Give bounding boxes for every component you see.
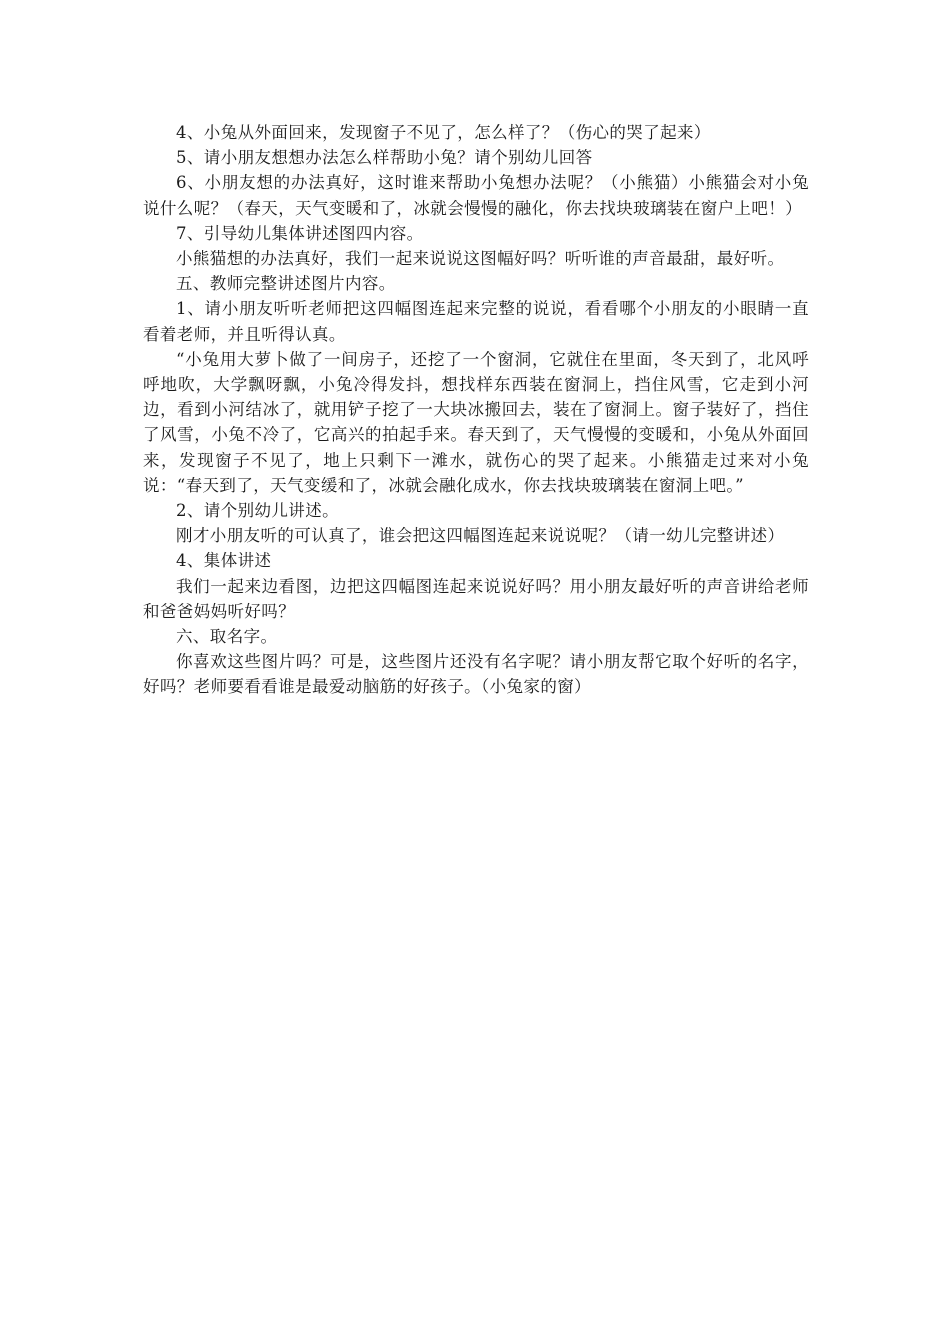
document-body: [143, 120, 809, 700]
section-heading-6: 六、取名字。: [176, 627, 278, 647]
paragraph-group-instructions: 我们一起来边看图，边把这四幅图连起来说说好吗？用小朋友最好听的声音讲给老师和爸爸妈妈听好吗？: [143, 576, 809, 621]
paragraph-story: “小兔用大萝卜做了一间房子，还挖了一个窗洞，它就住在里面，冬天到了，北风呼呼地吹，大学飘呀飘，小兔冷得发抖，想找样东西装在窗洞上，挡住风雪，它走到小河边，看到小河结冰了，就用铲子挖了一大块冰搬回去，装在了窗洞上。窗子装好了，挡住了风雪，小兔不冷了，它高兴的拍起手来。春天到了，天气慢慢的变暖和，小兔从外面回来，发现窗子不见了，地上只剩下一滩水，就伤心的哭了起来。小熊猫走过来对小兔说：“春天到了，天气变缓和了，冰就会融化成水，你去找块玻璃装在窗洞上吧。”: [143, 349, 809, 495]
paragraph-who-retells: 刚才小朋友听的可认真了，谁会把这四幅图连起来说说呢？（请一幼儿完整讲述）: [176, 526, 785, 546]
paragraph-group-retell: 4、集体讲述: [176, 551, 272, 571]
paragraph-step-5: 5、请小朋友想想办法怎么样帮助小兔？请个别幼儿回答: [176, 148, 593, 168]
paragraph-panda-idea: 小熊猫想的办法真好，我们一起来说说这图幅好吗？听听谁的声音最甜，最好听。: [176, 249, 785, 269]
paragraph-step-7: 7、引导幼儿集体讲述图四内容。: [176, 223, 424, 243]
paragraph-step-6: 6、小朋友想的办法真好，这时谁来帮助小兔想办法呢？（小熊猫）小熊猫会对小兔说什么呢？（春天，天气变暖和了，冰就会慢慢的融化，你去找块玻璃装在窗户上吧！）: [143, 173, 809, 218]
section-heading-5: 五、教师完整讲述图片内容。: [176, 274, 396, 294]
paragraph-step-4: 4、小兔从外面回来，发现窗子不见了，怎么样了？（伤心的哭了起来）: [176, 123, 711, 142]
paragraph-listen: 1、请小朋友听听老师把这四幅图连起来完整的说说，看看哪个小朋友的小眼睛一直看着老师，并且听得认真。: [143, 299, 809, 344]
paragraph-naming: 你喜欢这些图片吗？可是，这些图片还没有名字呢？请小朋友帮它取个好听的名字，好吗？老师要看看谁是最爱动脑筋的好孩子。（小兔家的窗）: [143, 652, 809, 697]
paragraph-individual-retell: 2、请个别幼儿讲述。: [176, 501, 339, 521]
